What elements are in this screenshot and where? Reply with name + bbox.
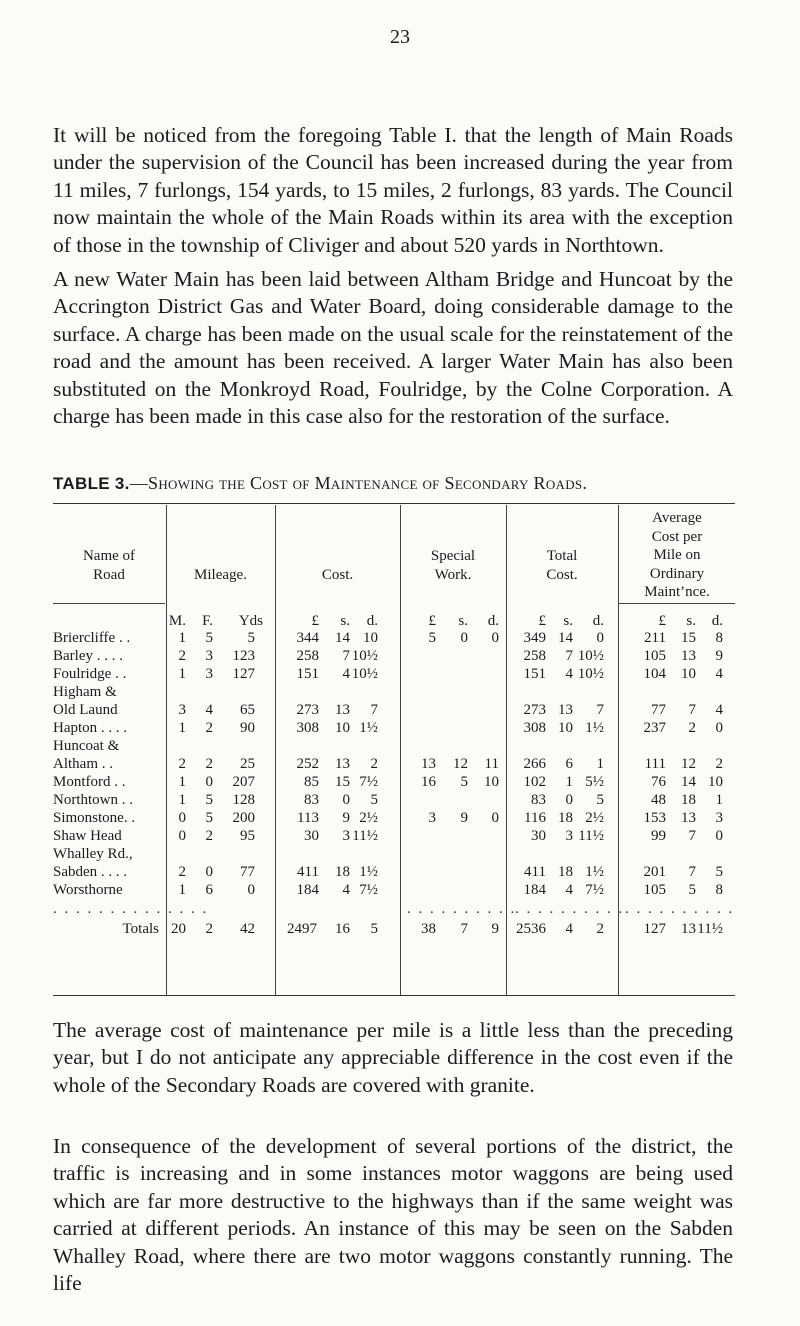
table-cell: 4 [715,666,723,682]
totals-cell: 4 [565,921,573,937]
table-cell: 2 [178,864,186,880]
table-cell: 77 [240,864,255,880]
table-cell: 273 [296,702,319,718]
table-cell: 9 [715,648,723,664]
table-cell: 10½ [351,648,378,664]
table-cell: 4 [342,882,350,898]
table-cell: 1 [715,792,723,808]
road-name: Higham & [53,684,117,700]
table-cell: 1 [596,756,604,772]
table-cell: 10½ [577,648,604,664]
header-cost [276,566,399,585]
table-cell: 3 [205,666,213,682]
table-cell: 237 [643,720,666,736]
totals-cell: 38 [421,921,436,937]
table-cell: 10 [681,666,696,682]
header-underline [53,603,165,604]
dotted-leader: . . . . . . . . . . [625,901,735,917]
table-cell: 4 [565,882,573,898]
table-cell: 0 [715,720,723,736]
table-cell: 14 [558,630,573,646]
totals-cell: 5 [370,921,378,937]
header-underline [619,603,735,604]
table-caption [53,473,733,494]
table-cell: 11 [484,756,499,772]
unit-label: M. [168,613,186,629]
table-cell: 266 [523,756,546,772]
table-cell: 0 [491,630,499,646]
table-cell: 127 [232,666,255,682]
table-cell: 7 [688,864,696,880]
table-cell: 1½ [359,720,378,736]
table-cell: 5 [205,792,213,808]
table-cell: 344 [296,630,319,646]
table-cell: 95 [240,828,255,844]
table-label: TABLE 3. [53,474,130,493]
table-cell: 6 [565,756,573,772]
header-special-line: Special [430,548,476,564]
table-cell: 3 [428,810,436,826]
table-cell: 2½ [359,810,378,826]
table-cell: 102 [523,774,546,790]
table-cell: 11½ [578,828,604,844]
table-cell: 13 [681,648,696,664]
table-cell: 83 [531,792,546,808]
table-cell: 1 [178,720,186,736]
table-cell: 3 [715,810,723,826]
table-cell: 113 [297,810,319,826]
road-name: Altham . . [53,756,113,772]
table-cell: 3 [178,702,186,718]
table-cell: 30 [304,828,319,844]
header-average-line: Ordinary [649,565,705,582]
table-cell: 0 [491,810,499,826]
table-cell: 1½ [359,864,378,880]
table-cell: 105 [643,882,666,898]
table-cell: 5 [596,792,604,808]
table-cell: 5 [205,630,213,646]
totals-cell: 9 [491,921,499,937]
unit-label: £ [658,613,666,629]
table-cell: 5 [688,882,696,898]
table-cell: 2 [205,720,213,736]
header-total-line: Cost. [546,566,578,583]
table-cell: 105 [643,648,666,664]
road-name: Montford . . [53,774,126,790]
table-cell: 8 [715,882,723,898]
header-name [53,547,165,584]
table-cell: 76 [651,774,666,790]
table-cell: 13 [681,810,696,826]
table-cell: 8 [715,630,723,646]
totals-label: Totals [122,921,159,937]
table-cell: 258 [296,648,319,664]
table-cell: 65 [240,702,255,718]
table-cell: 90 [240,720,255,736]
table-cell: 0 [178,810,186,826]
table-cell: 7½ [359,882,378,898]
table-top-rule [53,503,735,504]
header-average-line: Mile on [653,547,701,563]
table-cell: 7½ [585,882,604,898]
table-cell: 9 [460,810,468,826]
table-cell: 12 [453,756,468,772]
unit-label: d. [487,613,499,629]
table-cell: 7 [596,702,604,718]
table-cell: 2 [178,648,186,664]
table-cell: 7 [370,702,378,718]
paragraph-water-main: A new Water Main has been laid between Altham Bridge and Huncoat by the Accrington District Gas and Water Board, doing considerable damage to the surface. A charge has been made on the usual scale for the reinstatement of the road and the amount has been received. A larger Water Main has also been substituted on the Monkroyd Road, Foulridge, by the Colne Corporation. A charge has been made in this case also for the restoration of the surface. [53,267,733,429]
header-name-line: Road [93,566,125,583]
header-special [401,547,505,584]
table-cell: 3 [342,828,350,844]
dotted-leader: . . . . . . . . . . [407,901,517,917]
table-cell: 7 [688,828,696,844]
table-cell: 2 [370,756,378,772]
unit-label: F. [202,613,213,629]
road-name: Briercliffe . . [53,630,131,646]
table-cell: 2 [205,756,213,772]
table-cell: 201 [643,864,666,880]
table-cell: 3 [205,648,213,664]
unit-label: s. [458,613,468,629]
header-mileage-line: Mileage. [194,567,247,583]
road-name: Huncoat & [53,738,120,754]
table-cell: 0 [178,828,186,844]
table-cell: 5 [370,792,378,808]
table-cell: 10 [335,720,350,736]
unit-label: d. [366,613,378,629]
table-cell: 2½ [585,810,604,826]
table-cell: 211 [644,630,666,646]
totals-cell: 42 [240,921,255,937]
table-cell: 10½ [577,666,604,682]
table-cell: 10 [708,774,723,790]
page-number: 23 [390,26,410,48]
table-cell: 2 [205,828,213,844]
table-cell: 151 [296,666,319,682]
table-cell: 258 [523,648,546,664]
table-cell: 99 [651,828,666,844]
table-cell: 85 [304,774,319,790]
header-name-line: Name of [82,548,136,564]
table-cell: 18 [558,810,573,826]
table-cell: 1 [178,792,186,808]
table-cell: 15 [335,774,350,790]
road-name: Shaw Head [53,828,122,844]
table-cell: 15 [681,630,696,646]
table-cell: 2 [178,756,186,772]
totals-cell: 13 [681,921,696,937]
table-cell: 77 [651,702,666,718]
table-cell: 3 [565,828,573,844]
unit-label: d. [592,613,604,629]
table-cell: 252 [296,756,319,772]
road-name: Worsthorne [53,882,123,898]
table-cell: 18 [558,864,573,880]
table-cell: 308 [296,720,319,736]
unit-label: s. [563,613,573,629]
table-cell: 0 [247,882,255,898]
table-cell: 4 [342,666,350,682]
table-cell: 1 [178,774,186,790]
road-name: Sabden . . . . [53,864,128,880]
table-cell: 10 [558,720,573,736]
table-cell: 0 [205,864,213,880]
table-cell: 308 [523,720,546,736]
table-cell: 7 [342,648,350,664]
unit-label: £ [428,613,436,629]
table-cell: 4 [205,702,213,718]
paragraph-main-roads: It will be noticed from the foregoing Table I. that the length of Main Roads under the supervision of the Council has been increased during the year from 11 miles, 7 furlongs, 154 yards, to 15 miles, 2 furlongs, 83 yards. The Council now maintain the whole of the Main Roads within its area with the exception of those in the township of Cliviger and about 520 yards in Northtown. [53,123,733,257]
table-cell: 123 [232,648,255,664]
table-cell: 7 [688,702,696,718]
road-name: Whalley Rd., [53,846,133,862]
table-cell: 200 [232,810,255,826]
table-bottom-rule [53,995,735,996]
table-cell: 1 [565,774,573,790]
totals-cell: 7 [460,921,468,937]
totals-cell: 2536 [516,921,546,937]
table-cell: 11½ [352,828,378,844]
table-cell: 12 [681,756,696,772]
table-cell: 184 [296,882,319,898]
table-cell: 349 [523,630,546,646]
table-cell: 83 [304,792,319,808]
table-cell: 411 [524,864,546,880]
table-cell: 13 [335,756,350,772]
table-cell: 7½ [359,774,378,790]
table-cell: 0 [460,630,468,646]
header-special-line: Work. [434,566,472,583]
table-cell: 30 [531,828,546,844]
totals-cell: 2 [596,921,604,937]
road-name: Old Laund [53,702,118,718]
table-cell: 14 [335,630,350,646]
table-cell: 5½ [585,774,604,790]
table-cell: 0 [205,774,213,790]
table-cell: 207 [232,774,255,790]
table-cell: 4 [715,702,723,718]
table-cell: 116 [524,810,546,826]
road-name: Foulridge . . [53,666,127,682]
header-average-line: Average [652,510,702,526]
unit-label: s. [686,613,696,629]
unit-label: £ [311,613,319,629]
paragraph-average-cost: The average cost of maintenance per mile is a little less than the preceding year, but I do not anticipate any appreciable difference in the cost even if the whole of the Secondary Roads are covered with granite. [53,1018,733,1097]
table-cell: 1½ [585,864,604,880]
table-cell: 18 [335,864,350,880]
table-cell: 13 [558,702,573,718]
unit-label: s. [340,613,350,629]
table-cell: 0 [565,792,573,808]
table-cell: 1 [178,666,186,682]
table-cell: 6 [205,882,213,898]
header-average-line: Maint’nce. [644,584,710,600]
table-cell: 411 [297,864,319,880]
table-cell: 111 [644,756,666,772]
header-cost-line: Cost. [321,567,354,583]
table-cell: 2 [688,720,696,736]
table-cell: 151 [523,666,546,682]
table-cell: 128 [232,792,255,808]
header-average [619,509,735,602]
road-name: Hapton . . . . [53,720,128,736]
table-cell: 1 [178,630,186,646]
dotted-leader: . . . . . . . . . . [515,901,625,917]
table-cell: 1 [178,882,186,898]
table-cell: 25 [240,756,255,772]
table-cell: 10 [363,630,378,646]
table-cell: 0 [342,792,350,808]
header-total [507,547,617,584]
table-cell: 5 [460,774,468,790]
table-cell: 184 [523,882,546,898]
paragraph-traffic: In consequence of the development of several portions of the district, the traffic is increasing and in some instances motor waggons are being used which are far more destructive to the highways than if the same weight was carried at different periods. An instance of this may be seen on the Sabden Whalley Road, where there are two motor waggons constantly running. The life [53,1134,733,1296]
table-cell: 104 [643,666,666,682]
road-name: Simonstone. . [53,810,136,826]
table-cell: 7 [565,648,573,664]
table-cell: 0 [596,630,604,646]
table-cell: 4 [565,666,573,682]
totals-cell: 2 [205,921,213,937]
table-cell: 0 [715,828,723,844]
road-name: Northtown . . [53,792,133,808]
table-cell: 273 [523,702,546,718]
header-mileage [167,566,274,585]
table-cell: 48 [651,792,666,808]
table-cell: 2 [715,756,723,772]
dotted-leader: . . . . . . . . . . . . . . [53,901,209,917]
totals-cell: 11½ [697,921,723,937]
maintenance-table [53,503,735,998]
table-cell: 1½ [585,720,604,736]
table-cell: 153 [643,810,666,826]
unit-label: Yds [238,613,263,629]
table-cell: 10 [484,774,499,790]
totals-cell: 2497 [287,921,317,937]
table-cell: 10½ [351,666,378,682]
table-cell: 5 [715,864,723,880]
totals-cell: 20 [171,921,186,937]
totals-cell: 127 [643,921,666,937]
table-cell: 13 [421,756,436,772]
table-cell: 18 [681,792,696,808]
table-cell: 13 [335,702,350,718]
header-total-line: Total [546,548,578,564]
table-cell: 5 [205,810,213,826]
unit-label: d. [711,613,723,629]
table-cell: 16 [421,774,436,790]
totals-cell: 16 [335,921,350,937]
header-average-line: Cost per [651,528,703,545]
table-cell: 14 [681,774,696,790]
road-name: Barley . . . . [53,648,123,664]
table-cell: 9 [342,810,350,826]
table-title: —Showing the Cost of Maintenance of Secondary Roads. [129,473,588,493]
table-cell: 5 [428,630,436,646]
table-cell: 5 [247,630,255,646]
unit-label: £ [538,613,546,629]
